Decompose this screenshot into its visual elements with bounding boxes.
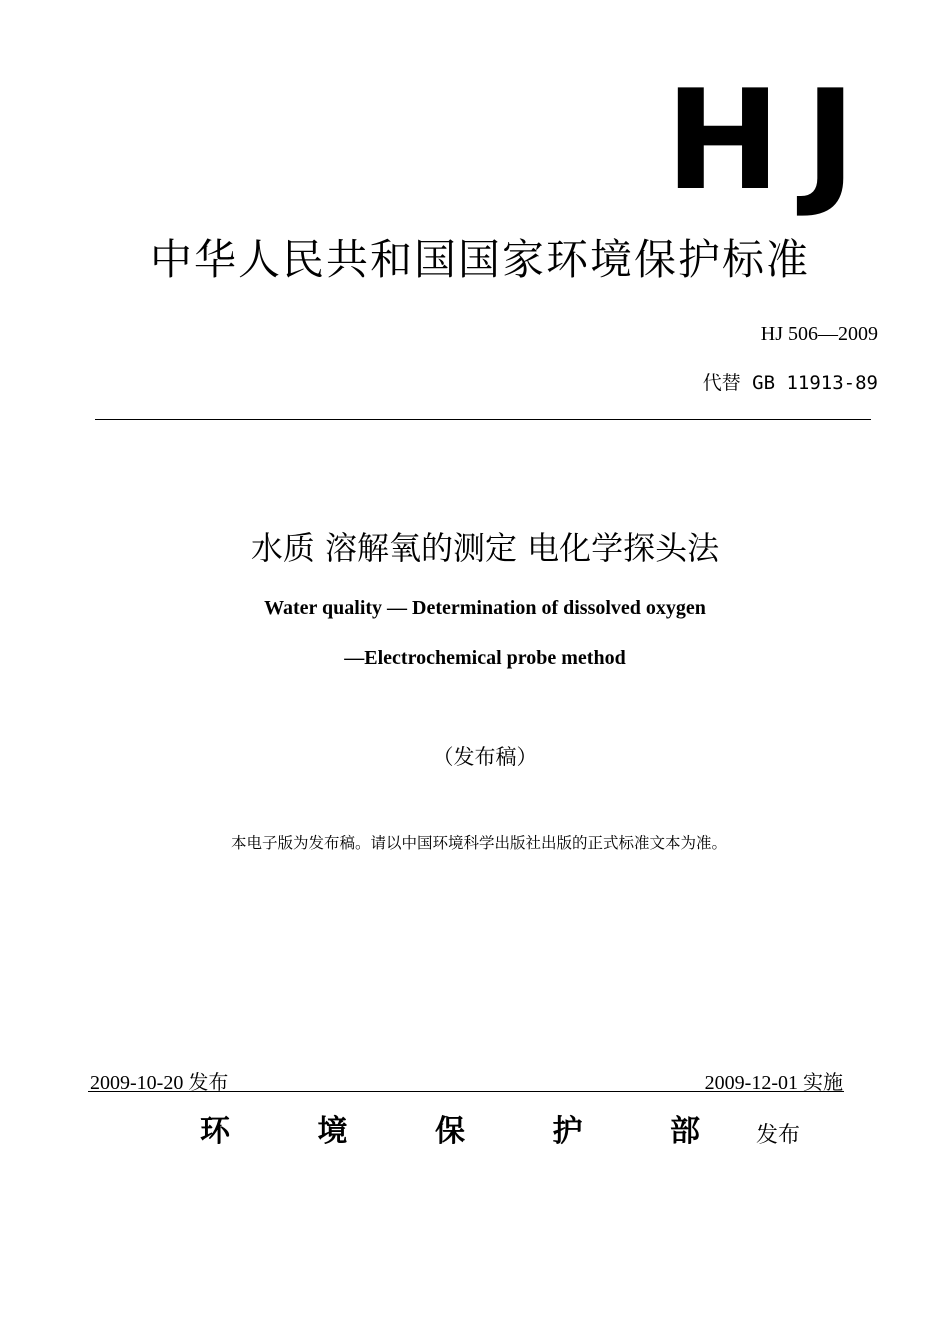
standard-org-title: 中华人民共和国国家环境保护标准: [149, 235, 810, 284]
publisher-suffix: 发布: [756, 1123, 801, 1148]
publisher-char: 境: [317, 1114, 348, 1149]
publisher-char: 部: [670, 1114, 700, 1149]
draft-status-label: （发布稿）: [432, 745, 538, 769]
hj-logo: HJ: [665, 60, 880, 221]
publisher-char: 环: [200, 1114, 230, 1149]
document-title-en-line1: Water quality — Determination of dissolved oxygen: [264, 597, 706, 619]
header-divider: [95, 419, 871, 420]
footer-divider: [88, 1091, 844, 1092]
publisher-char: 保: [435, 1114, 465, 1149]
document-title-en-line2: —Electrochemical probe method: [344, 647, 626, 669]
document-title-zh: 水质 溶解氧的测定 电化学探头法: [250, 529, 720, 567]
standard-number: HJ 506—2009: [760, 323, 878, 345]
publisher-name: [200, 1110, 700, 1154]
replaces-standard: 代替 GB 11913-89: [702, 372, 878, 394]
implementation-date: 2009-12-01 实施: [704, 1072, 843, 1094]
publisher-char: 护: [552, 1114, 583, 1149]
issue-date: 2009-10-20 发布: [90, 1072, 229, 1094]
edition-notice: 本电子版为发布稿。请以中国环境科学出版社出版的正式标准文本为准。: [230, 834, 727, 852]
